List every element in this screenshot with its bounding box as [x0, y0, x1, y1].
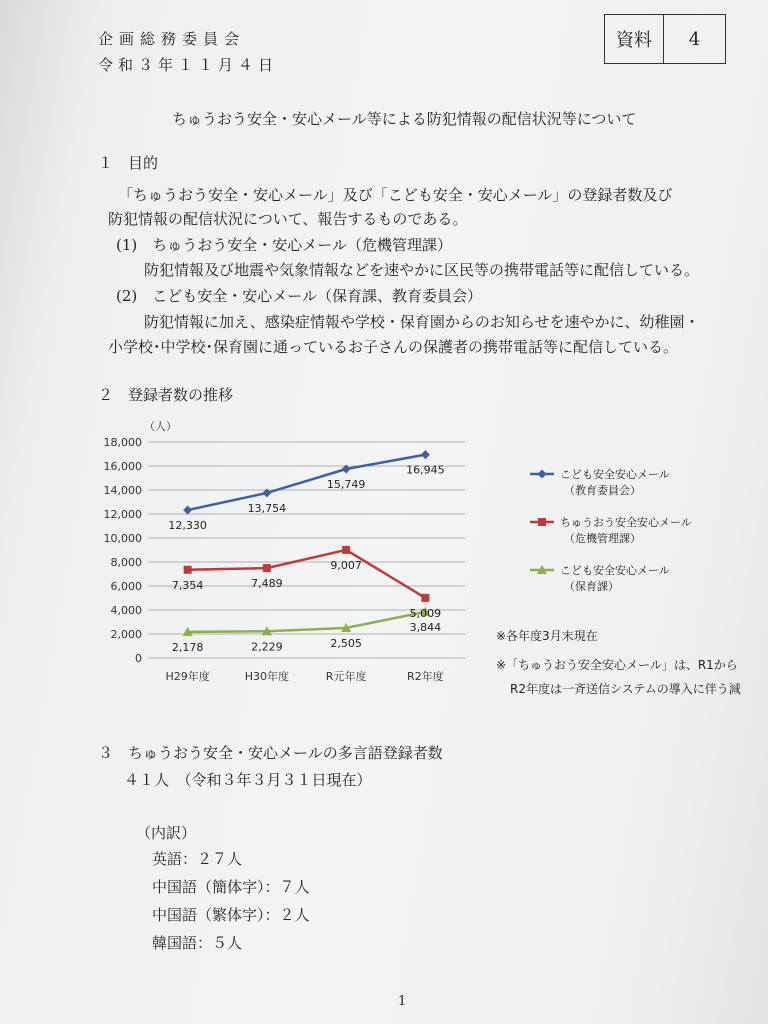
document-number: 4	[688, 28, 701, 50]
section1-item2-text1: 防犯情報に加え、感染症情報や学校・保育園からのお知らせを速やかに、幼稚園・	[144, 313, 700, 331]
data-label: 3,844	[409, 620, 442, 634]
document-label: 資料	[605, 15, 664, 63]
data-point-marker	[538, 518, 546, 526]
language-item-korean: 韓国語：５人	[152, 934, 243, 952]
data-point-marker	[184, 566, 192, 574]
section3-total: ４１人 （令和３年３月３１日現在）	[124, 771, 372, 789]
language-item-chinese-traditional: 中国語（繁体字）：２人	[152, 906, 310, 924]
data-label: 13,754	[247, 501, 287, 515]
y-tick-label: 2,000	[110, 628, 142, 641]
section1-item1-text: 防犯情報及び地震や気象情報などを速やかに区民等の携帯電話等に配信している。	[144, 261, 700, 279]
y-tick-label: 16,000	[103, 460, 142, 473]
x-tick-label: H30年度	[244, 670, 290, 683]
section1-item1-title: (1) ちゅうおう安全・安心メール（危機管理課）	[116, 236, 452, 254]
section1-item2-title: (2) こども安全・安心メール（保育課、教育委員会）	[116, 287, 482, 305]
document-number-box	[604, 14, 726, 64]
data-label: 9,007	[330, 558, 362, 572]
legend-sublabel: （教育委員会）	[564, 484, 641, 497]
data-label: 16,945	[406, 463, 445, 477]
committee-name: 企画総務委員会	[98, 30, 246, 48]
section3-heading: ３ ちゅうおう安全・安心メールの多言語登録者数	[98, 744, 443, 762]
series-line	[188, 550, 426, 598]
section1-para-line1: 「ちゅうおう安全・安心メール」及び「こども安全・安心メール」の登録者数及び	[118, 186, 673, 204]
y-tick-label: 6,000	[110, 580, 142, 593]
y-tick-label: 0	[135, 652, 142, 665]
legend-label: ちゅうおう安全安心メール	[560, 516, 692, 529]
page-number: 1	[398, 994, 407, 1009]
data-label: 2,229	[251, 640, 283, 654]
section1-para-line2: 防犯情報の配信状況について、報告するものである。	[108, 210, 468, 228]
section2-heading: ２ 登録者数の推移	[98, 386, 234, 404]
chart-note-1: ※各年度3月末現在	[496, 629, 598, 643]
y-tick-label: 4,000	[110, 604, 142, 617]
breakdown-label: （内訳）	[136, 824, 197, 842]
section1-heading: １ 目的	[98, 154, 159, 172]
series-line	[188, 612, 426, 632]
y-tick-label: 12,000	[103, 508, 142, 521]
data-point-marker	[421, 594, 429, 602]
language-item-english: 英語：２７人	[152, 850, 243, 868]
x-tick-label: H29年度	[165, 670, 210, 683]
data-point-marker	[421, 450, 430, 459]
series-line	[188, 455, 426, 510]
data-label: 2,178	[171, 640, 204, 654]
data-label: 12,330	[168, 519, 207, 533]
language-item-chinese-simplified: 中国語（簡体字）：７人	[152, 878, 310, 896]
data-point-marker	[263, 564, 271, 572]
y-tick-label: 8,000	[110, 556, 142, 569]
legend-label: こども安全安心メール	[560, 468, 670, 481]
section1-item2-text2: 小学校･中学校･保育園に通っているお子さんの保護者の携帯電話等に配信している。	[108, 338, 679, 356]
data-point-marker	[538, 470, 547, 479]
data-label: 15,749	[326, 478, 366, 492]
document-date: 令和３年１１月４日	[98, 56, 279, 74]
chart-note-2-line2: R2年度は一斉送信システムの導入に伴う減	[510, 682, 741, 696]
legend-label: こども安全安心メール	[560, 564, 670, 577]
y-tick-label: 10,000	[103, 532, 142, 545]
data-label: 2,505	[330, 636, 362, 650]
x-tick-label: R元年度	[325, 670, 367, 683]
data-point-marker	[183, 506, 192, 515]
y-tick-label: 18,000	[103, 436, 142, 449]
document-title: ちゅうおう安全・安心メール等による防犯情報の配信状況等について	[172, 110, 637, 128]
legend-sublabel: （危機管理課）	[564, 532, 641, 545]
data-label: 7,354	[171, 578, 204, 592]
data-label: 7,489	[251, 577, 283, 591]
data-label: 5,009	[409, 606, 442, 620]
y-tick-label: 14,000	[103, 484, 142, 497]
x-tick-label: R2年度	[407, 670, 444, 683]
data-point-marker	[342, 546, 350, 554]
legend-sublabel: （保育課）	[564, 580, 619, 593]
y-unit-label: （人）	[144, 420, 177, 433]
chart-note-2-line1: ※「ちゅうおう安全安心メール」は、R1から	[496, 658, 738, 672]
